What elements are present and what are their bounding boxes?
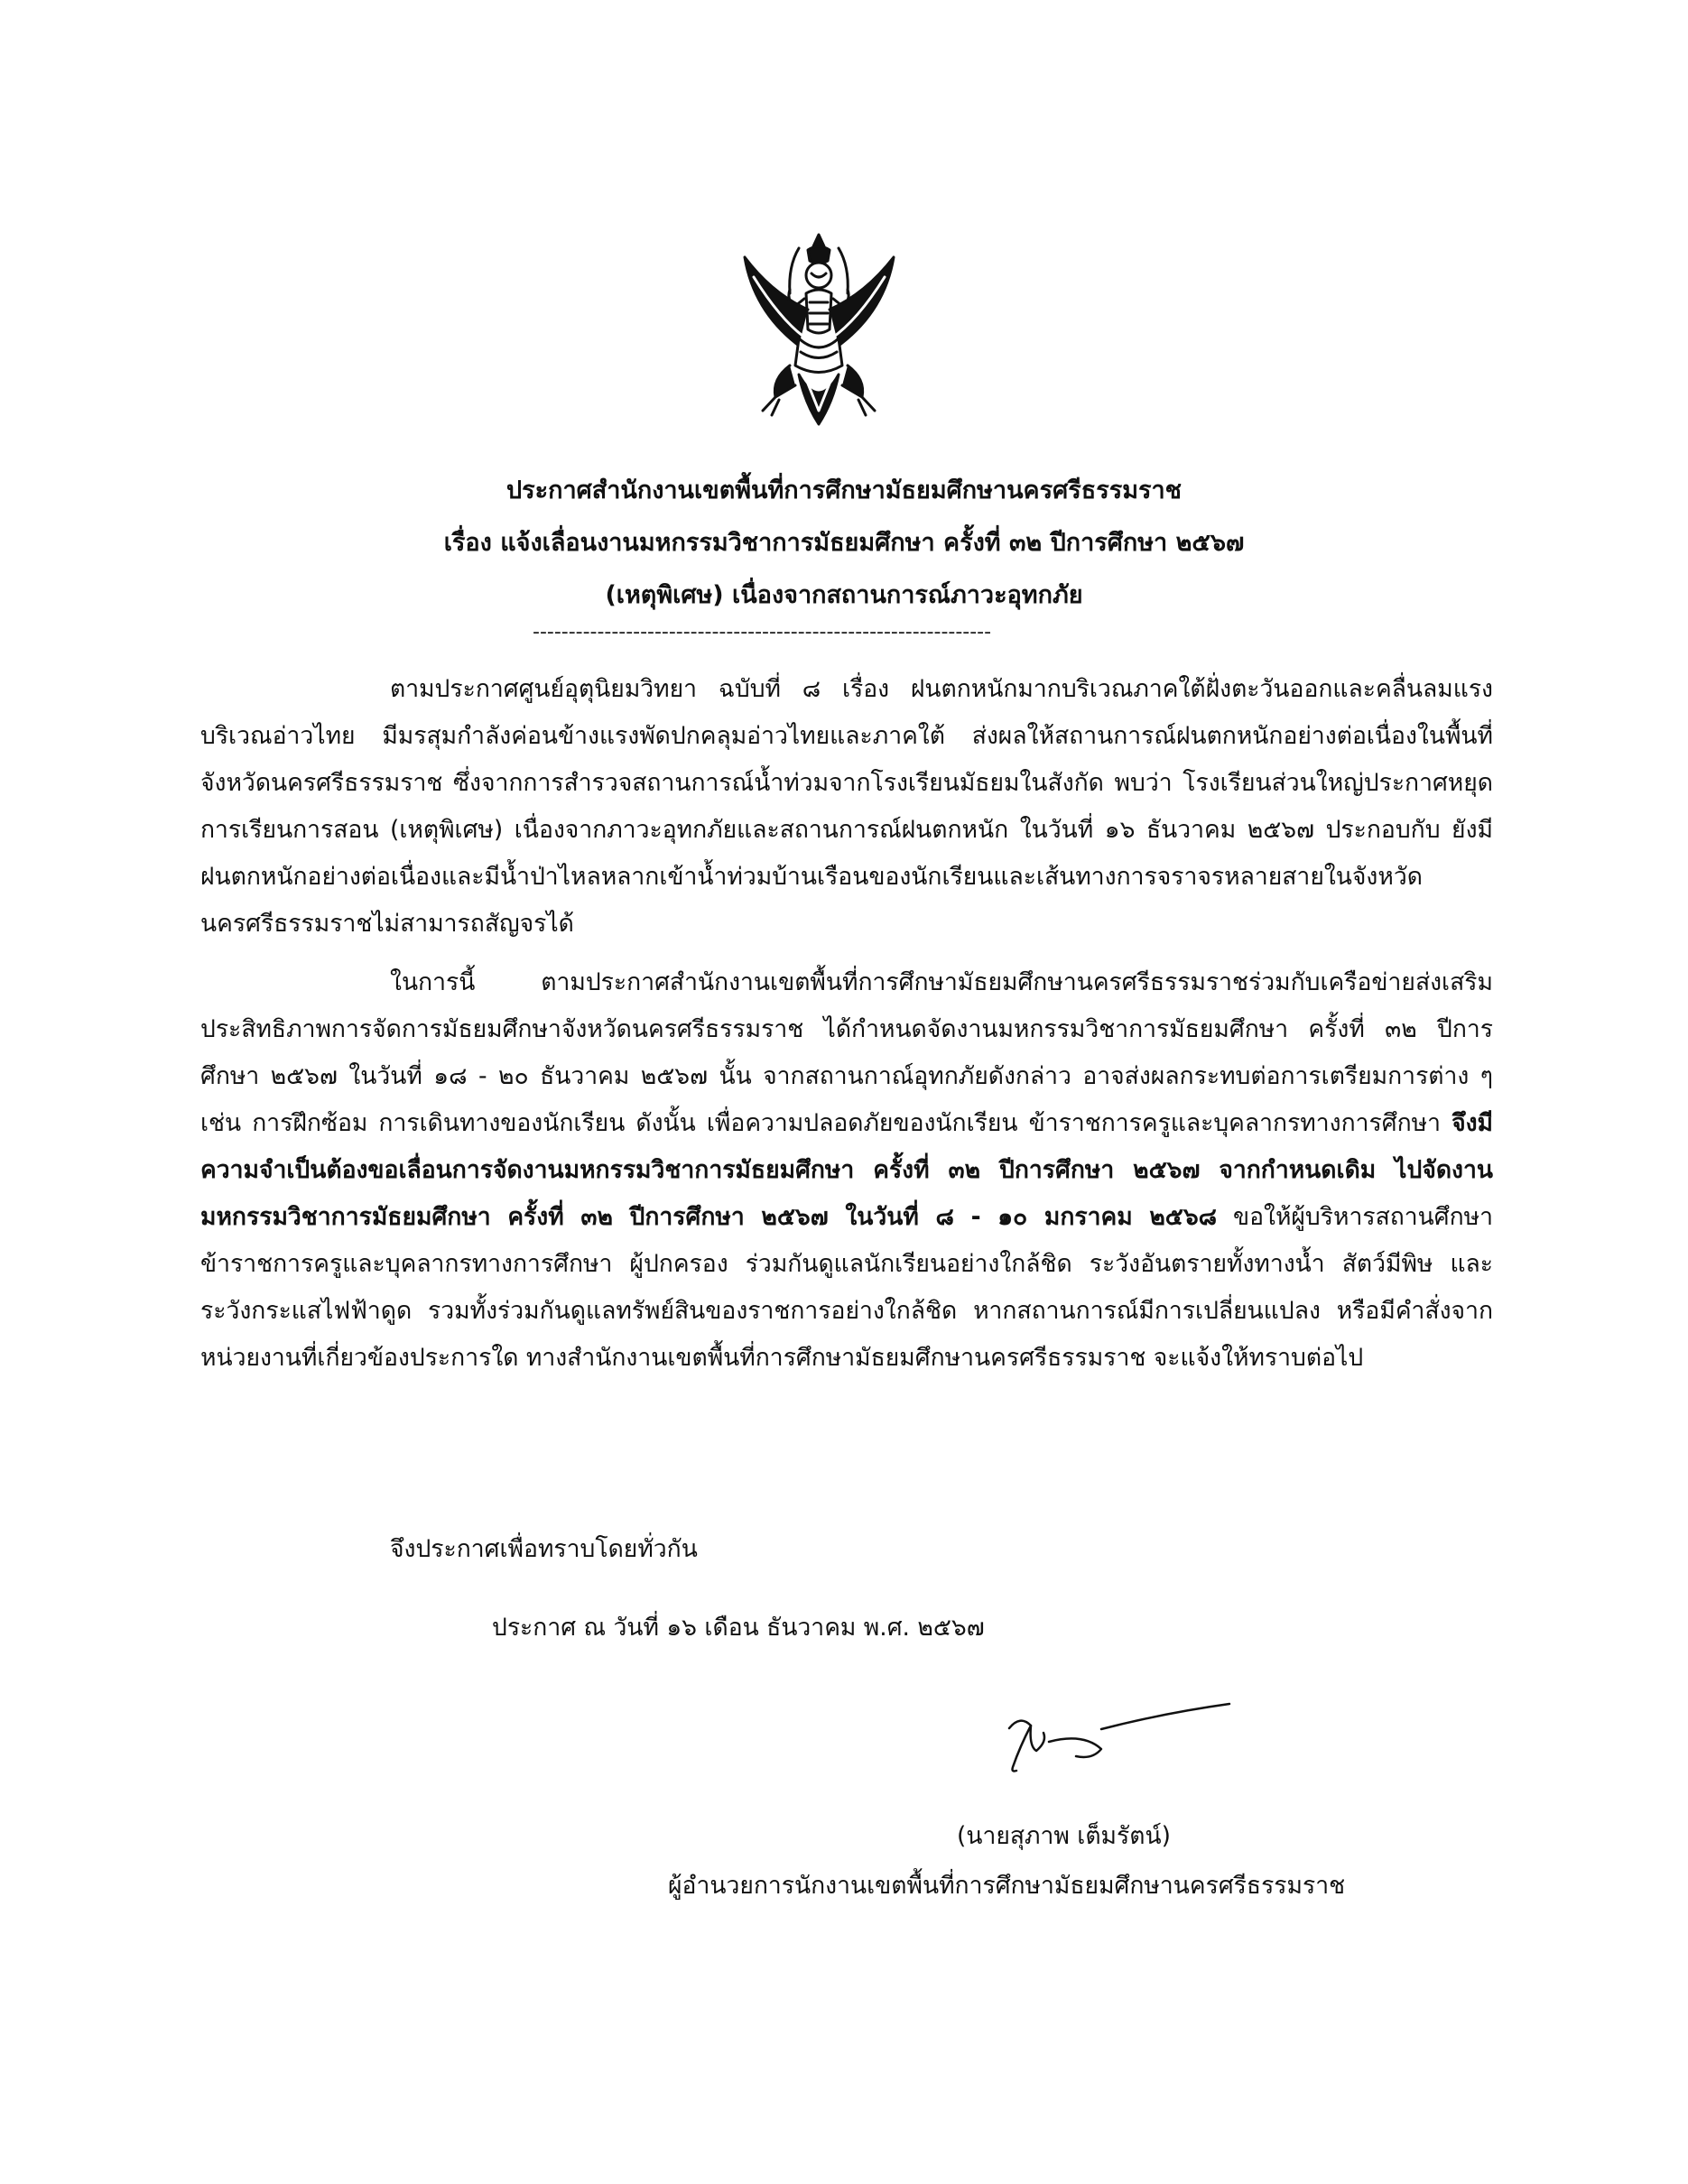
paragraph-2-instructions: ขอให้ผู้บริหารสถานศึกษา ข้าราชการครูและบุคลากรทางการศึกษา ผู้ปกครอง ร่วมกันดูแลนักเรียนอย่างใกล้ชิด ระวังอันตรายทั้งทางน้ำ สัตว์มีพิษ และระวังกระแสไฟฟ้าดูด รวมทั้งร่วมกันดูแลทรัพย์สินของราชการอย่างใกล้ชิด หากสถานการณ์มีการเปลี่ยนแปลง หรือมีคำสั่งจากหน่วยงานที่เกี่ยวข้องประการใด ทางสำนักงานเขตพื้นที่การศึกษามัธยมศึกษานครศรีธรรมราช จะแจ้งให้ทราบต่อไป: [200, 1203, 1494, 1372]
announcement-subject: เรื่อง แจ้งเลื่อนงานมหกรรมวิชาการมัธยมศึกษา ครั้งที่ ๓๒ ปีการศึกษา ๒๕๖๗: [443, 529, 1245, 557]
postponement-notice: จึงมีความจำเป็นต้องขอเลื่อนการจัดงานมหกรรมวิชาการมัธยมศึกษา ครั้งที่ ๓๒ ปีการศึกษา ๒๕๖๗ จากกำหนดเดิม ไปจัดงานมหกรรมวิชาการมัธยมศึกษา ครั้งที่ ๓๒ ปีการศึกษา ๒๕๖๗ ในวันที่ ๘ - ๑๐ มกราคม ๒๕๖๘: [200, 1109, 1493, 1231]
announcement-subject-continued: (เหตุพิเศษ) เนื่องจากสถานการณ์ภาวะอุทกภัย: [605, 581, 1083, 609]
announcement-title: ประกาศสำนักงานเขตพื้นที่การศึกษามัธยมศึกษานครศรีธรรมราช: [505, 477, 1183, 504]
title-divider: ----------------------------------------------------------------: [533, 621, 992, 643]
paragraph-2-intro: ในการนี้ ตามประกาศสำนักงานเขตพื้นที่การศึกษามัธยมศึกษานครศรีธรรมราชร่วมกับเครือข่ายส่งเสริมประสิทธิภาพการจัดการมัธยมศึกษาจังหวัดนครศรีธรรมราช ได้กำหนดจัดงานมหกรรมวิชาการมัธยมศึกษา ครั้งที่ ๓๒ ปีการศึกษา ๒๕๖๗ ในวันที่ ๑๘ - ๒๐ ธันวาคม ๒๕๖๗ นั้น จากสถานกาณ์อุทกภัยดังกล่าว อาจส่งผลกระทบต่อการเตรียมการต่าง ๆ เช่น การฝึกซ้อม การเดินทางของนักเรียน ดังนั้น เพื่อความปลอดภัยของนักเรียน ข้าราชการครูและบุคลากรทางการศึกษา: [200, 968, 1493, 1137]
paragraph-1: ตามประกาศศูนย์อุตุนิยมวิทยา ฉบับที่ ๘ เรื่อง ฝนตกหนักมากบริเวณภาคใต้ฝั่งตะวันออกและคลื่นลมแรงบริเวณอ่าวไทย มีมรสุมกำลังค่อนข้างแรงพัดปกคลุมอ่าวไทยและภาคใต้ ส่งผลให้สถานการณ์ฝนตกหนักอย่างต่อเนื่องในพื้นที่จังหวัดนครศรีธรรมราช ซึ่งจากการสำรวจสถานการณ์น้ำท่วมจากโรงเรียนมัธยมในสังกัด พบว่า โรงเรียนส่วนใหญ่ประกาศหยุดการเรียนการสอน (เหตุพิเศษ) เนื่องจากภาวะอุทกภัยและสถานการณ์ฝนตกหนัก ในวันที่ ๑๖ ธันวาคม ๒๕๖๗ ประกอบกับ ยังมีฝนตกหนักอย่างต่อเนื่องและมีน้ำป่าไหลหลากเข้าน้ำท่วมบ้านเรือนของนักเรียนและเส้นทางการจราจรหลายสายในจังหวัดนครศรีธรรมราชไม่สามารถสัญจรได้: [200, 675, 1493, 938]
closing-statement: จึงประกาศเพื่อทราบโดยทั่วกัน: [390, 1535, 698, 1563]
signer-name: (นายสุภาพ เต็มรัตน์): [957, 1822, 1171, 1850]
signer-position: ผู้อำนวยการนักงานเขตพื้นที่การศึกษามัธยมศึกษานครศรีธรรมราช: [668, 1872, 1346, 1900]
garuda-emblem: [736, 230, 903, 433]
announcement-date: ประกาศ ณ วันที่ ๑๖ เดือน ธันวาคม พ.ศ. ๒๕๖๗: [492, 1614, 985, 1642]
paragraph-2: [200, 959, 1493, 1382]
handwritten-signature: [993, 1697, 1237, 1778]
